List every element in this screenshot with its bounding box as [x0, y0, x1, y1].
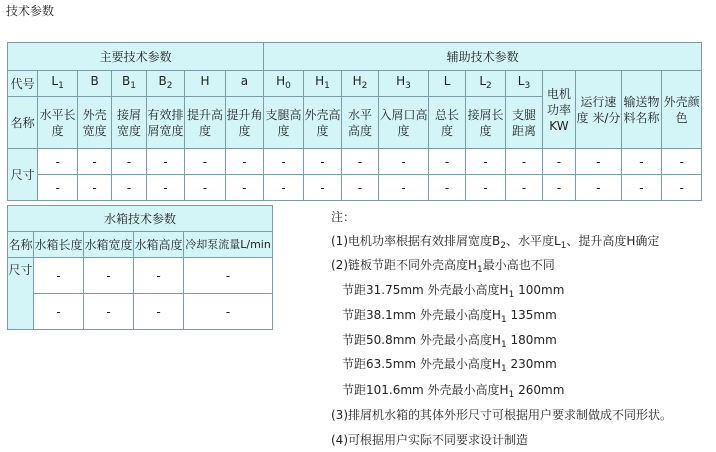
param-name: 入屑口高度: [378, 97, 429, 149]
size-cell: -: [38, 175, 78, 201]
param-name: 提升高度: [185, 97, 226, 149]
size-cell: -: [264, 175, 304, 201]
param-code: $H_0$: [264, 71, 304, 97]
water-size-cell: -: [184, 294, 273, 330]
size-cell: -: [576, 149, 622, 175]
param-name: 有效排屑宽度: [146, 97, 184, 149]
water-width-header: 水箱宽度: [84, 232, 134, 258]
param-name: 水平高度: [342, 97, 378, 149]
water-size-cell: -: [134, 258, 184, 294]
aux-params-header: 辅助技术参数: [264, 43, 702, 71]
size-cell: -: [506, 149, 542, 175]
param-name: 外壳高度: [303, 97, 341, 149]
param-code: $L_3$: [506, 71, 542, 97]
size-cell: -: [112, 149, 146, 175]
size-cell: -: [378, 175, 429, 201]
size-cell: -: [342, 175, 378, 201]
param-name: 水平长度: [38, 97, 78, 149]
note-2: (2)链板节距不同外壳高度$H_1$最小高也不同: [331, 258, 555, 275]
size-cell: -: [465, 149, 506, 175]
param-code: L: [429, 71, 465, 97]
param-code: $B_2$: [146, 71, 184, 97]
pump-flow-header: 冷却泵流量L/min: [184, 232, 273, 258]
size-cell: -: [225, 175, 264, 201]
motor-power-header: 电机功率KW: [542, 71, 575, 149]
water-size-cell: -: [34, 294, 84, 330]
param-code: $B_1$: [112, 71, 146, 97]
water-size-cell: -: [134, 294, 184, 330]
notes-heading: 注：: [331, 210, 356, 224]
note-4: (4)可根据用户实际不同要求设计制造: [331, 433, 528, 447]
param-name: 总长度: [429, 97, 465, 149]
pitch-line: 节距63.5mm 外壳最小高度$H_1$ 230mm: [342, 357, 557, 374]
param-code: $H_3$: [378, 71, 429, 97]
main-params-header: 主要技术参数: [8, 43, 264, 71]
size-cell: -: [662, 149, 702, 175]
code-label: 代号: [8, 71, 38, 97]
water-size-cell: -: [184, 258, 273, 294]
size-cell: -: [429, 175, 465, 201]
param-name: 接屑宽度: [112, 97, 146, 149]
param-name: 外壳宽度: [77, 97, 111, 149]
size-cell: -: [342, 149, 378, 175]
param-code: $L_1$: [38, 71, 78, 97]
pitch-line: 节距50.8mm 外壳最小高度$H_1$ 180mm: [342, 333, 557, 350]
main-spec-table: [7, 42, 702, 201]
material-header: 输送物料名称: [621, 71, 662, 149]
name-label: 名称: [8, 97, 38, 149]
size-label: 尺寸: [8, 149, 38, 201]
param-code: $H_2$: [342, 71, 378, 97]
size-cell: -: [542, 149, 575, 175]
param-code: $L_2$: [465, 71, 506, 97]
param-name: 提升角度: [225, 97, 264, 149]
param-name: 支腿距离: [506, 97, 542, 149]
size-cell: -: [621, 149, 662, 175]
size-cell: -: [378, 149, 429, 175]
water-size-cell: -: [84, 258, 134, 294]
size-cell: -: [662, 175, 702, 201]
param-name: 支腿高度: [264, 97, 304, 149]
water-tank-title: 水箱技术参数: [8, 206, 273, 232]
size-cell: -: [146, 175, 184, 201]
size-cell: -: [185, 149, 226, 175]
size-cell: -: [185, 175, 226, 201]
param-code: H: [185, 71, 226, 97]
size-cell: -: [264, 149, 304, 175]
water-name-header: 名称: [8, 232, 34, 258]
page-title: 技术参数: [6, 4, 55, 18]
shell-color-header: 外壳颜色: [662, 71, 702, 149]
size-cell: -: [77, 149, 111, 175]
size-cell: -: [77, 175, 111, 201]
size-cell: -: [225, 149, 264, 175]
param-code: a: [225, 71, 264, 97]
note-3: (3)排屑机水箱的其体外形尺寸可根据用户要求制做成不同形状。: [331, 408, 673, 422]
size-cell: -: [429, 149, 465, 175]
water-size-cell: -: [84, 294, 134, 330]
water-length-header: 水箱长度: [34, 232, 84, 258]
water-height-header: 水箱高度: [134, 232, 184, 258]
size-cell: -: [576, 175, 622, 201]
pitch-line: 节距101.6mm 外壳最小高度$H_1$ 260mm: [342, 383, 565, 400]
param-name: 接屑长度: [465, 97, 506, 149]
size-cell: -: [542, 175, 575, 201]
size-cell: -: [38, 149, 78, 175]
param-code: B: [77, 71, 111, 97]
water-size-cell: -: [34, 258, 84, 294]
size-cell: -: [146, 149, 184, 175]
size-cell: -: [112, 175, 146, 201]
param-code: $H_1$: [303, 71, 341, 97]
size-cell: -: [303, 149, 341, 175]
water-size-label: 尺寸: [8, 258, 34, 330]
pitch-line: 节距38.1mm 外壳最小高度$H_1$ 135mm: [342, 308, 557, 325]
pitch-line: 节距31.75mm 外壳最小高度$H_1$ 100mm: [342, 283, 565, 300]
size-cell: -: [621, 175, 662, 201]
note-1: (1)电机功率根据有效排屑宽度$B_2$、水平度$L_1$、提升高度H确定: [331, 234, 660, 251]
speed-header: 运行速度 米/分: [576, 71, 622, 149]
size-cell: -: [465, 175, 506, 201]
size-cell: -: [506, 175, 542, 201]
water-tank-table: [7, 205, 273, 330]
size-cell: -: [303, 175, 341, 201]
